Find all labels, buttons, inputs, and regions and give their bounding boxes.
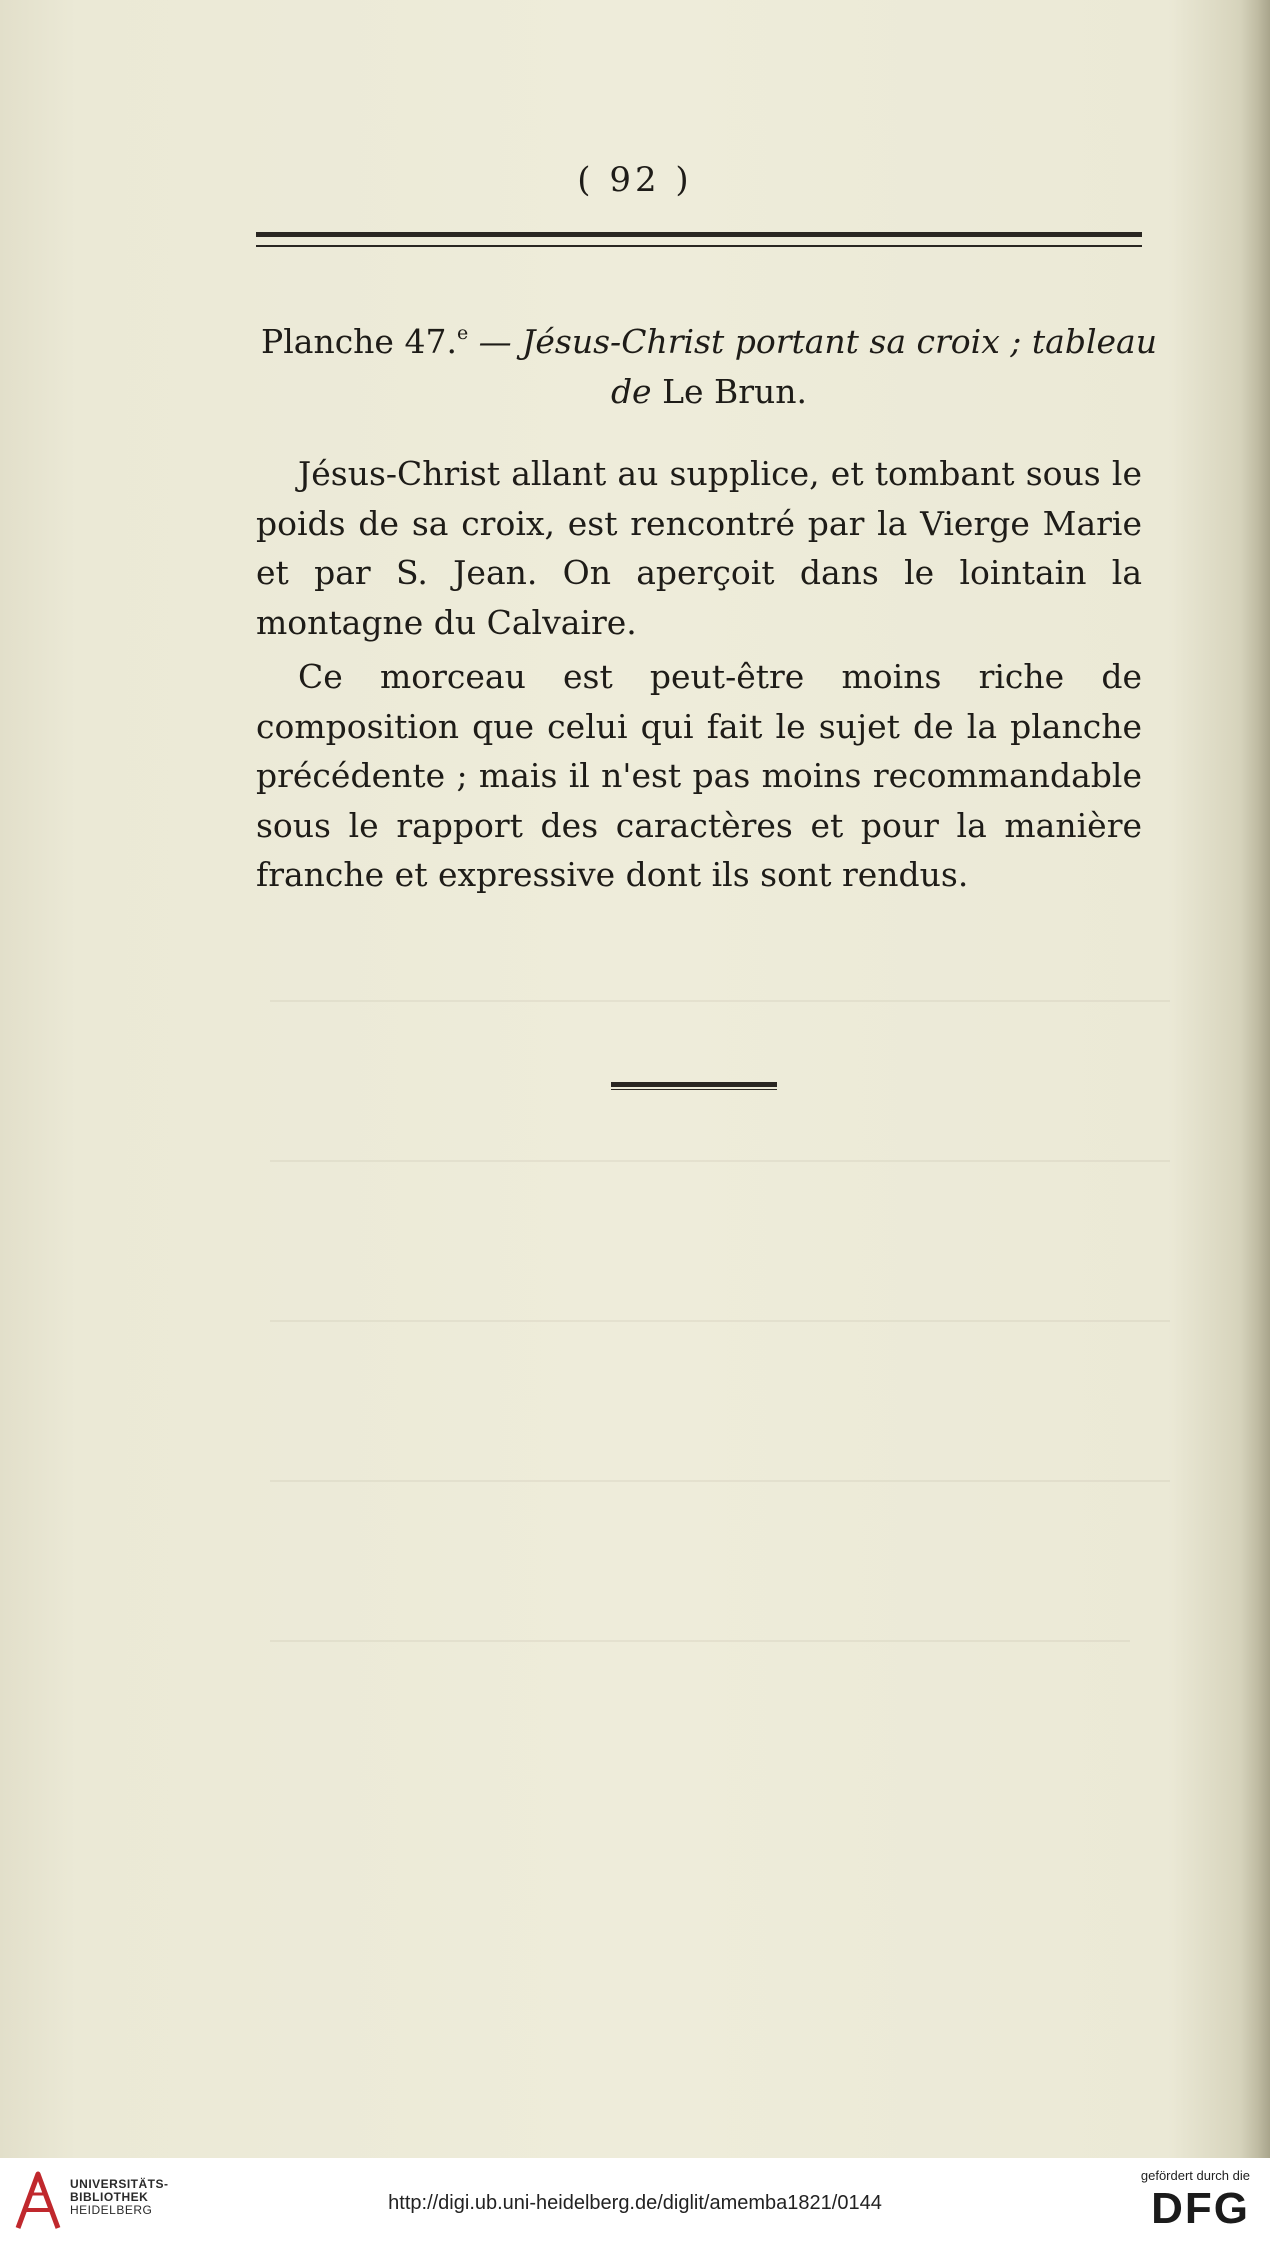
paragraph-commentary	[256, 652, 1142, 900]
bleed-through	[270, 1320, 1170, 1322]
funder-block	[1080, 2168, 1250, 2231]
painter-prefix: de	[610, 372, 652, 411]
bleed-through	[270, 1160, 1170, 1162]
digitization-footer	[0, 2158, 1270, 2247]
paragraph-text: Jésus-Christ allant au supplice, et tombant sous le poids de sa croix, est rencontré par la Vierge Marie et par S. Jean. On aperçoit dans le lointain la montagne du Calvaire.	[256, 454, 1142, 642]
plate-title	[256, 308, 1162, 417]
plate-label: Planche 47.	[261, 322, 457, 361]
plate-label-superscript: e	[456, 322, 469, 344]
header-rule-thin	[256, 245, 1142, 247]
paragraph-text: Ce morceau est peut-être moins riche de composition que celui qui fait le sujet de la planche précédente ; mais il n'est pas moins recommandable sous le rapport des caractères et pour la manière franche et expressive dont ils sont rendus.	[256, 657, 1142, 894]
painter-name: Le Brun.	[651, 372, 808, 411]
section-rule	[611, 1082, 777, 1087]
library-name-line: UNIVERSITÄTS-	[70, 2177, 169, 2191]
bleed-through	[270, 1480, 1170, 1482]
funded-by-label: gefördert durch die	[1140, 2168, 1250, 2183]
page-number: ( 92 )	[577, 160, 693, 200]
book-spine-shadow	[1240, 0, 1270, 2158]
paragraph-description	[256, 449, 1142, 647]
bleed-through	[270, 1640, 1130, 1642]
library-name-line: BIBLIOTHEK	[70, 2190, 149, 2204]
permalink-url[interactable]: http://digi.ub.uni-heidelberg.de/diglit/amemba1821/0144	[388, 2192, 882, 2214]
library-name-line: HEIDELBERG	[70, 2203, 153, 2217]
header-rule	[256, 232, 1142, 237]
painting-title: — Jésus-Christ portant sa croix ; tableau	[468, 322, 1157, 361]
section-rule-thin	[611, 1089, 777, 1090]
bleed-through	[270, 1000, 1170, 1002]
dfg-logo: DFG	[1151, 2184, 1250, 2233]
